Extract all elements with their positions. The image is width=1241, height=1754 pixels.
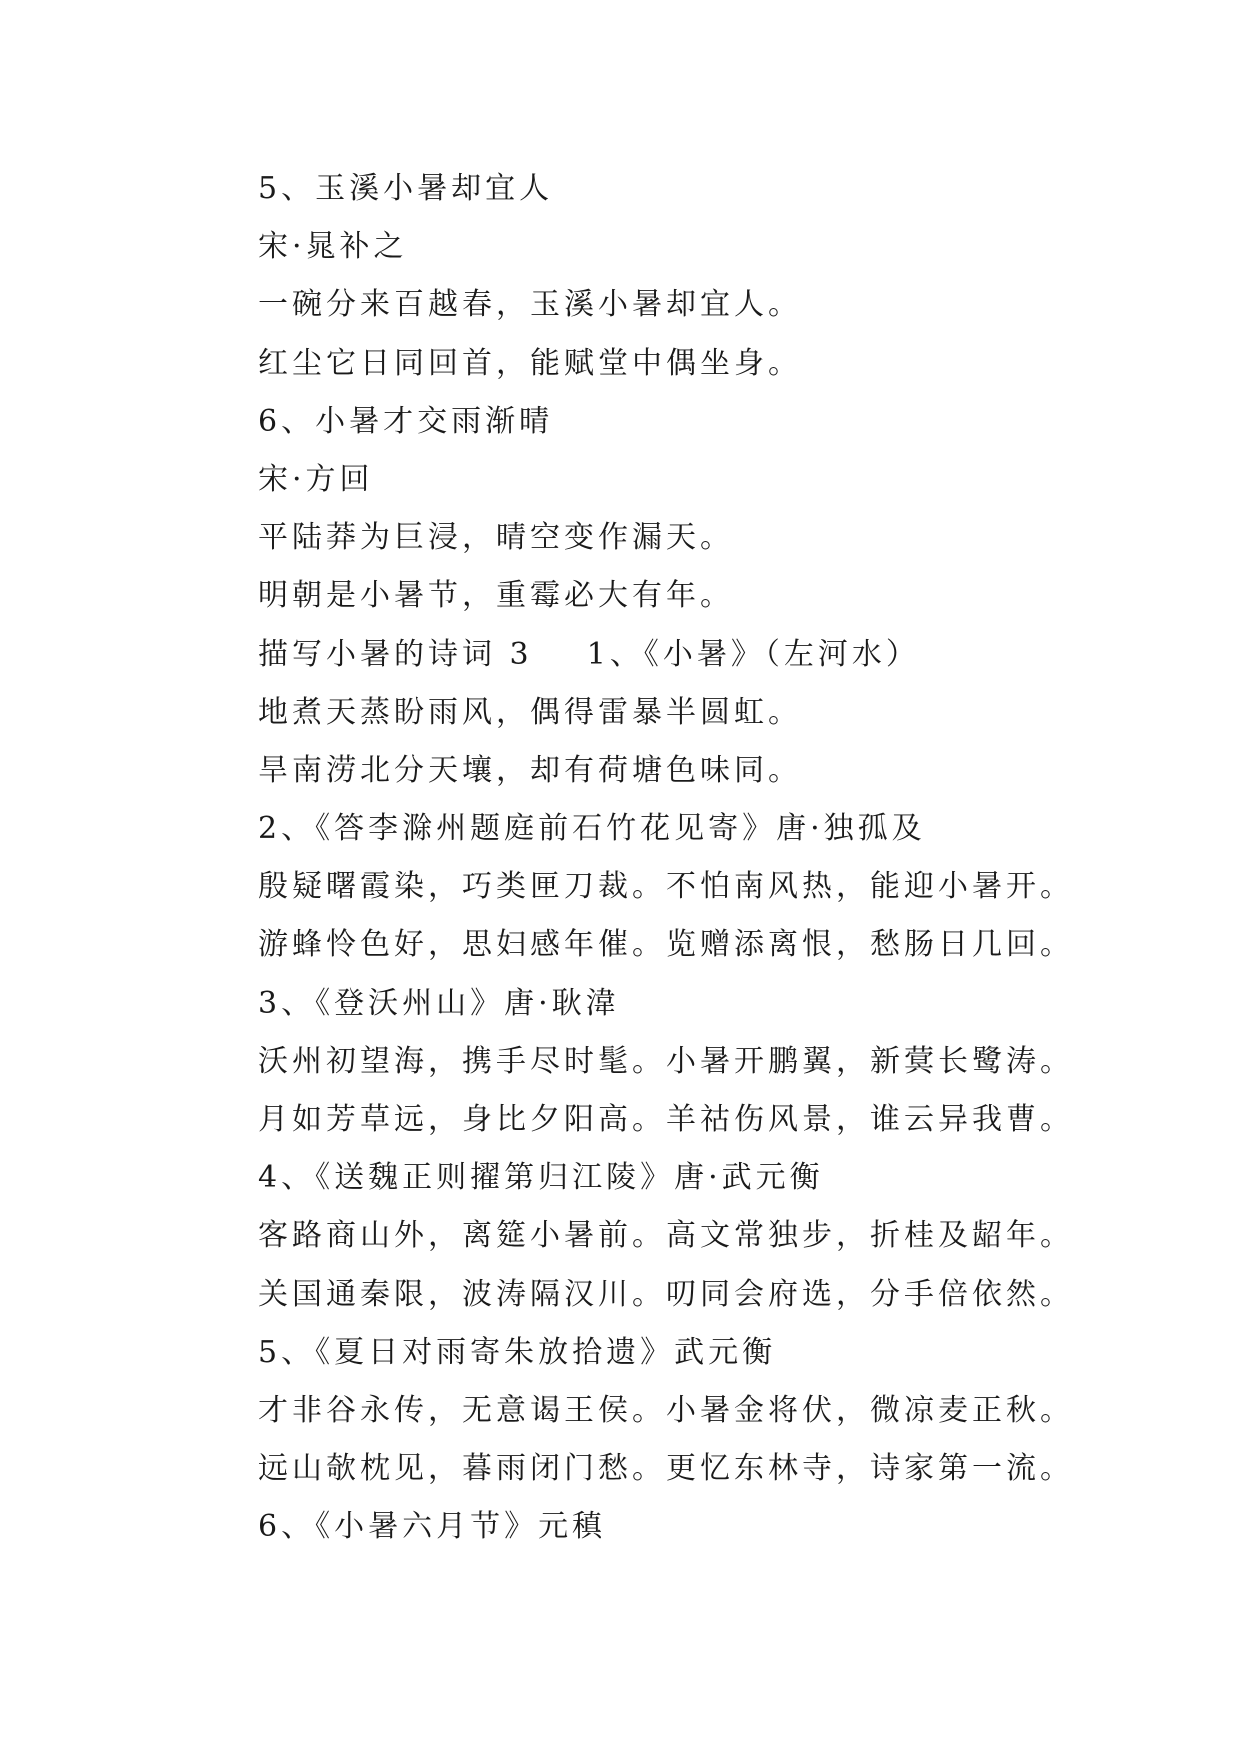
poem-author-fang-hui: 宋·方回 (258, 461, 374, 497)
poem-line: 旱南涝北分天壤，却有荷塘色味同。 (258, 752, 802, 788)
poem-line: 殷疑曙霞染，巧类匣刀裁。不怕南风热，能迎小暑开。 (258, 869, 1074, 905)
poem-title-wu-yuanheng-2: 5、《夏日对雨寄朱放拾遗》武元衡 (258, 1334, 777, 1370)
poem-line: 远山欹枕见，暮雨闭门愁。更忆东林寺，诗家第一流。 (258, 1451, 1074, 1487)
poem-line: 沃州初望海，携手尽时髦。小暑开鹏翼，新蓂长鹭涛。 (258, 1043, 1074, 1079)
poem-title-yuan-zhen: 6、《小暑六月节》元稹 (258, 1509, 607, 1545)
poem-title-geng-wei: 3、《登沃州山》唐·耿湋 (258, 985, 620, 1021)
section-heading-xiaoshu-poems-3: 描写小暑的诗词 3 1、《小暑》（左河水） (258, 636, 920, 672)
poem-line: 一碗分来百越春，玉溪小暑却宜人。 (258, 287, 802, 323)
poem-line: 月如芳草远，身比夕阳高。羊祜伤风景，谁云异我曹。 (258, 1102, 1074, 1137)
poem-text-block (258, 160, 1158, 1557)
poem-line: 明朝是小暑节，重霉必大有年。 (258, 578, 734, 614)
poem-title-xiaoshu-cai-jiao: 6、小暑才交雨渐晴 (258, 403, 554, 439)
poem-line: 客路商山外，离筵小暑前。高文常独步，折桂及龆年。 (258, 1218, 1074, 1254)
poem-author-chao-buzhi: 宋·晁补之 (258, 229, 408, 265)
poem-line: 才非谷永传，无意谒王侯。小暑金将伏，微凉麦正秋。 (258, 1392, 1074, 1428)
poem-line: 平陆莽为巨浸，晴空变作漏天。 (258, 520, 734, 556)
poem-line: 红尘它日同回首，能赋堂中偶坐身。 (258, 345, 802, 381)
poem-title-dugu-ji: 2、《答李滁州题庭前石竹花见寄》唐·独孤及 (258, 811, 926, 847)
poem-line: 地煮天蒸盼雨风，偶得雷暴半圆虹。 (258, 694, 802, 730)
poem-title-yuxi: 5、玉溪小暑却宜人 (258, 171, 554, 206)
poem-line: 关国通秦限，波涛隔汉川。叨同会府选，分手倍依然。 (258, 1276, 1074, 1312)
poem-title-wu-yuanheng-1: 4、《送魏正则擢第归江陵》唐·武元衡 (258, 1160, 824, 1196)
poem-line: 游蜂怜色好，思妇感年催。览赠添离恨，愁肠日几回。 (258, 927, 1074, 963)
